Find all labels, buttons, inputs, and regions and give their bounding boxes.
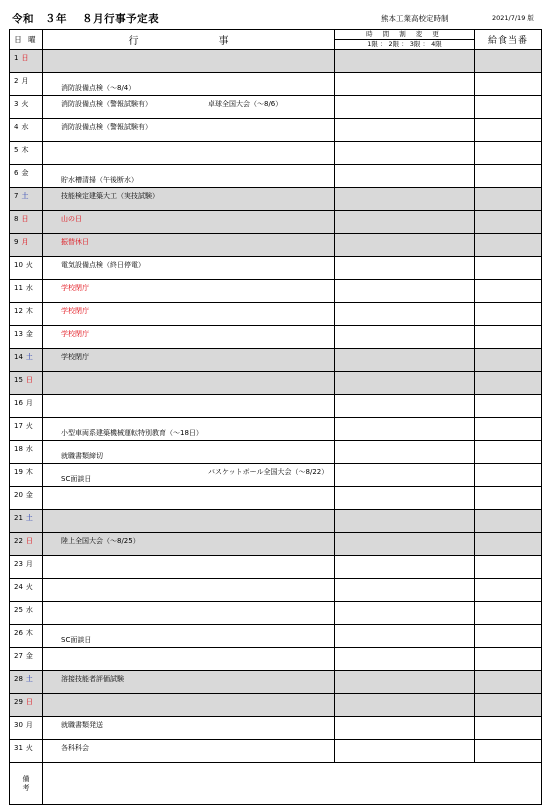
table-row: [10, 96, 542, 119]
day-cell: [10, 188, 43, 211]
events-cell: [43, 211, 335, 234]
day-cell: [10, 257, 43, 280]
events-cell: [43, 671, 335, 694]
period-change-cell: [335, 211, 475, 234]
day-number: 11: [14, 284, 23, 292]
day-number: 25: [14, 606, 23, 614]
table-row: [10, 694, 542, 717]
day-cell: [10, 395, 43, 418]
day-cell: [10, 142, 43, 165]
events-cell: [43, 740, 335, 763]
event-text: 学校閉庁: [61, 307, 89, 315]
table-row: [10, 510, 542, 533]
lunch-duty-cell: [475, 602, 542, 625]
lunch-duty-cell: [475, 188, 542, 211]
events-cell: [43, 165, 335, 188]
day-cell: [10, 418, 43, 441]
event-text: 振替休日: [61, 238, 89, 246]
event-text: 就職書類締切: [61, 452, 103, 460]
lunch-duty-cell: [475, 533, 542, 556]
event-text: 卓球全国大会（～8/6）: [208, 100, 283, 108]
event-text: SC面談日: [61, 475, 92, 483]
period-change-cell: [335, 188, 475, 211]
period-change-cell: [335, 510, 475, 533]
weekday: 火: [21, 100, 29, 108]
table-row: [10, 533, 542, 556]
weekday: 火: [25, 261, 33, 269]
events-cell: [43, 96, 335, 119]
day-number: 17: [14, 422, 23, 430]
table-row: [10, 464, 542, 487]
table-row: [10, 303, 542, 326]
day-cell: [10, 602, 43, 625]
lunch-duty-cell: [475, 96, 542, 119]
event-text: 貯水槽清掃（午後断水）: [61, 176, 138, 184]
day-number: 16: [14, 399, 23, 407]
table-row: [10, 625, 542, 648]
schedule-body: [10, 50, 542, 763]
table-row: [10, 165, 542, 188]
table-row: [10, 349, 542, 372]
table-row: [10, 487, 542, 510]
weekday: 水: [25, 284, 33, 292]
day-number: 26: [14, 629, 23, 637]
version-date: 2021/7/19 版: [492, 14, 534, 22]
day-number: 24: [14, 583, 23, 591]
day-cell: [10, 303, 43, 326]
period-change-cell: [335, 464, 475, 487]
weekday: 土: [25, 353, 33, 361]
events-cell: [43, 694, 335, 717]
lunch-duty-cell: [475, 165, 542, 188]
day-number: 13: [14, 330, 23, 338]
day-cell: [10, 556, 43, 579]
table-row: [10, 50, 542, 73]
day-number: 8: [14, 215, 19, 223]
day-number: 5: [14, 146, 19, 154]
day-cell: [10, 579, 43, 602]
day-number: 4: [14, 123, 19, 131]
table-row: [10, 119, 542, 142]
table-row: [10, 602, 542, 625]
day-weekday-header: 日 曜: [10, 30, 43, 50]
events-cell: [43, 372, 335, 395]
table-row: [10, 648, 542, 671]
event-text: 学校閉庁: [61, 330, 89, 338]
event-text: 学校閉庁: [61, 284, 89, 292]
events-cell: [43, 395, 335, 418]
lunch-duty-cell: [475, 211, 542, 234]
day-number: 3: [14, 100, 19, 108]
day-cell: [10, 234, 43, 257]
lunch-duty-header: 給食当番: [475, 30, 542, 50]
weekday: 土: [21, 192, 29, 200]
events-cell: [43, 303, 335, 326]
period-change-cell: [335, 257, 475, 280]
weekday: 金: [25, 330, 33, 338]
weekday: 土: [25, 514, 33, 522]
weekday: 月: [21, 238, 29, 246]
remarks-label: [10, 763, 43, 805]
day-number: 1: [14, 54, 19, 62]
weekday: 土: [25, 675, 33, 683]
event-text: バスケットボール全国大会（～8/22）: [208, 468, 329, 476]
weekday: 日: [21, 215, 29, 223]
events-cell: [43, 73, 335, 96]
weekday: 月: [21, 77, 29, 85]
day-cell: [10, 740, 43, 763]
lunch-duty-cell: [475, 395, 542, 418]
weekday: 金: [25, 652, 33, 660]
weekday: 水: [21, 123, 29, 131]
day-cell: [10, 441, 43, 464]
lunch-duty-cell: [475, 326, 542, 349]
event-text: 各科科会: [61, 744, 89, 752]
day-number: 9: [14, 238, 19, 246]
events-cell: [43, 188, 335, 211]
table-row: [10, 395, 542, 418]
day-cell: [10, 372, 43, 395]
lunch-duty-cell: [475, 280, 542, 303]
events-cell: [43, 487, 335, 510]
day-cell: [10, 671, 43, 694]
event-text: 電気設備点検（終日停電）: [61, 261, 145, 269]
period-change-cell: [335, 372, 475, 395]
lunch-duty-cell: [475, 73, 542, 96]
table-row: [10, 372, 542, 395]
day-number: 21: [14, 514, 23, 522]
weekday: 金: [25, 491, 33, 499]
lunch-duty-cell: [475, 625, 542, 648]
event-text: 就職書類発送: [61, 721, 103, 729]
table-row: [10, 556, 542, 579]
weekday: 月: [25, 399, 33, 407]
day-number: 31: [14, 744, 23, 752]
events-header: 行 事: [43, 30, 335, 50]
weekday: 木: [21, 146, 29, 154]
day-cell: [10, 119, 43, 142]
day-number: 20: [14, 491, 23, 499]
period-change-label: 時 間 割 変 更: [335, 30, 474, 40]
day-cell: [10, 717, 43, 740]
table-row: [10, 73, 542, 96]
period-change-cell: [335, 717, 475, 740]
weekday: 日: [25, 376, 33, 384]
lunch-duty-cell: [475, 372, 542, 395]
day-number: 23: [14, 560, 23, 568]
weekday: 木: [25, 307, 33, 315]
events-cell: [43, 533, 335, 556]
events-cell: [43, 142, 335, 165]
table-row: [10, 740, 542, 763]
table-row: [10, 441, 542, 464]
events-cell: [43, 349, 335, 372]
day-number: 27: [14, 652, 23, 660]
event-text: 陸上全国大会（～8/25）: [61, 537, 140, 545]
lunch-duty-cell: [475, 717, 542, 740]
day-number: 28: [14, 675, 23, 683]
day-cell: [10, 487, 43, 510]
event-text: 学校閉庁: [61, 353, 89, 361]
lunch-duty-cell: [475, 234, 542, 257]
events-cell: [43, 464, 335, 487]
events-cell: [43, 326, 335, 349]
events-cell: [43, 418, 335, 441]
weekday: 火: [25, 744, 33, 752]
table-row: [10, 188, 542, 211]
period-change-cell: [335, 303, 475, 326]
day-number: 10: [14, 261, 23, 269]
table-row: [10, 257, 542, 280]
weekday: 日: [21, 54, 29, 62]
table-row: [10, 142, 542, 165]
lunch-duty-cell: [475, 694, 542, 717]
period-change-cell: [335, 349, 475, 372]
page-title: 令和 ３年 ８月行事予定表: [12, 13, 160, 25]
lunch-duty-cell: [475, 418, 542, 441]
period-change-header: [335, 30, 475, 50]
weekday: 木: [25, 629, 33, 637]
lunch-duty-cell: [475, 487, 542, 510]
events-cell: [43, 579, 335, 602]
table-row: [10, 326, 542, 349]
event-text: 消防設備点検（警報試験有）: [61, 100, 152, 108]
events-cell: [43, 625, 335, 648]
lunch-duty-cell: [475, 303, 542, 326]
day-number: 12: [14, 307, 23, 315]
period-change-cell: [335, 142, 475, 165]
day-number: 2: [14, 77, 19, 85]
events-cell: [43, 717, 335, 740]
period-change-cell: [335, 694, 475, 717]
period-change-cell: [335, 533, 475, 556]
period-change-cell: [335, 625, 475, 648]
event-text: 小型車両系建築機械運転特別教育（～18日）: [61, 429, 203, 437]
day-number: 30: [14, 721, 23, 729]
period-change-cell: [335, 487, 475, 510]
day-cell: [10, 464, 43, 487]
lunch-duty-cell: [475, 740, 542, 763]
period-change-cell: [335, 671, 475, 694]
day-number: 19: [14, 468, 23, 476]
day-cell: [10, 326, 43, 349]
weekday: 月: [25, 721, 33, 729]
events-cell: [43, 556, 335, 579]
table-row: [10, 280, 542, 303]
period-change-cell: [335, 740, 475, 763]
day-cell: [10, 165, 43, 188]
event-text: 消防設備点検（警報試験有）: [61, 123, 152, 131]
schedule-table: [9, 29, 542, 805]
period-change-cell: [335, 579, 475, 602]
events-cell: [43, 441, 335, 464]
table-row: [10, 579, 542, 602]
period-change-cell: [335, 602, 475, 625]
event-text: SC面談日: [61, 636, 92, 644]
weekday: 日: [25, 537, 33, 545]
day-cell: [10, 96, 43, 119]
day-cell: [10, 694, 43, 717]
period-change-cell: [335, 165, 475, 188]
lunch-duty-cell: [475, 119, 542, 142]
day-cell: [10, 533, 43, 556]
weekday: 月: [25, 560, 33, 568]
day-cell: [10, 280, 43, 303]
events-cell: [43, 234, 335, 257]
events-cell: [43, 119, 335, 142]
period-change-cell: [335, 648, 475, 671]
lunch-duty-cell: [475, 142, 542, 165]
remarks-area: [43, 763, 542, 805]
lunch-duty-cell: [475, 464, 542, 487]
events-cell: [43, 510, 335, 533]
event-text: 技能検定建築大工（実技試験）: [61, 192, 159, 200]
weekday: 木: [25, 468, 33, 476]
remarks-row: [10, 763, 542, 805]
period-change-cell: [335, 441, 475, 464]
lunch-duty-cell: [475, 556, 542, 579]
period-change-cell: [335, 50, 475, 73]
event-text: 山の日: [61, 215, 82, 223]
day-cell: [10, 73, 43, 96]
period-change-cell: [335, 96, 475, 119]
period-change-cell: [335, 326, 475, 349]
events-cell: [43, 280, 335, 303]
day-number: 18: [14, 445, 23, 453]
day-number: 6: [14, 169, 19, 177]
school-name: 熊本工業高校定時制: [381, 14, 449, 23]
lunch-duty-cell: [475, 50, 542, 73]
table-row: [10, 211, 542, 234]
day-cell: [10, 510, 43, 533]
table-header-row: [10, 30, 542, 50]
day-cell: [10, 625, 43, 648]
page-header: [0, 0, 550, 30]
period-change-cell: [335, 280, 475, 303]
day-cell: [10, 648, 43, 671]
period-change-cell: [335, 234, 475, 257]
weekday: 金: [21, 169, 29, 177]
weekday: 火: [25, 422, 33, 430]
events-cell: [43, 602, 335, 625]
lunch-duty-cell: [475, 441, 542, 464]
day-number: 7: [14, 192, 19, 200]
events-cell: [43, 648, 335, 671]
day-number: 29: [14, 698, 23, 706]
periods-label: 1限 ： 2限 ： 3限 ： 4限: [367, 40, 442, 48]
period-change-cell: [335, 73, 475, 96]
table-row: [10, 671, 542, 694]
table-row: [10, 418, 542, 441]
day-cell: [10, 349, 43, 372]
period-change-cell: [335, 395, 475, 418]
lunch-duty-cell: [475, 648, 542, 671]
day-cell: [10, 211, 43, 234]
lunch-duty-cell: [475, 671, 542, 694]
period-change-cell: [335, 119, 475, 142]
event-text: 溶接技能者評価試験: [61, 675, 124, 683]
events-cell: [43, 50, 335, 73]
event-text: 消防設備点検（～8/4）: [61, 84, 136, 92]
day-cell: [10, 50, 43, 73]
lunch-duty-cell: [475, 579, 542, 602]
day-number: 15: [14, 376, 23, 384]
weekday: 水: [25, 606, 33, 614]
weekday: 火: [25, 583, 33, 591]
day-number: 14: [14, 353, 23, 361]
lunch-duty-cell: [475, 510, 542, 533]
remarks-text: 備 考: [22, 774, 30, 792]
weekday: 水: [25, 445, 33, 453]
lunch-duty-cell: [475, 349, 542, 372]
table-row: [10, 234, 542, 257]
table-row: [10, 717, 542, 740]
period-change-cell: [335, 556, 475, 579]
day-number: 22: [14, 537, 23, 545]
events-cell: [43, 257, 335, 280]
weekday: 日: [25, 698, 33, 706]
lunch-duty-cell: [475, 257, 542, 280]
period-change-cell: [335, 418, 475, 441]
